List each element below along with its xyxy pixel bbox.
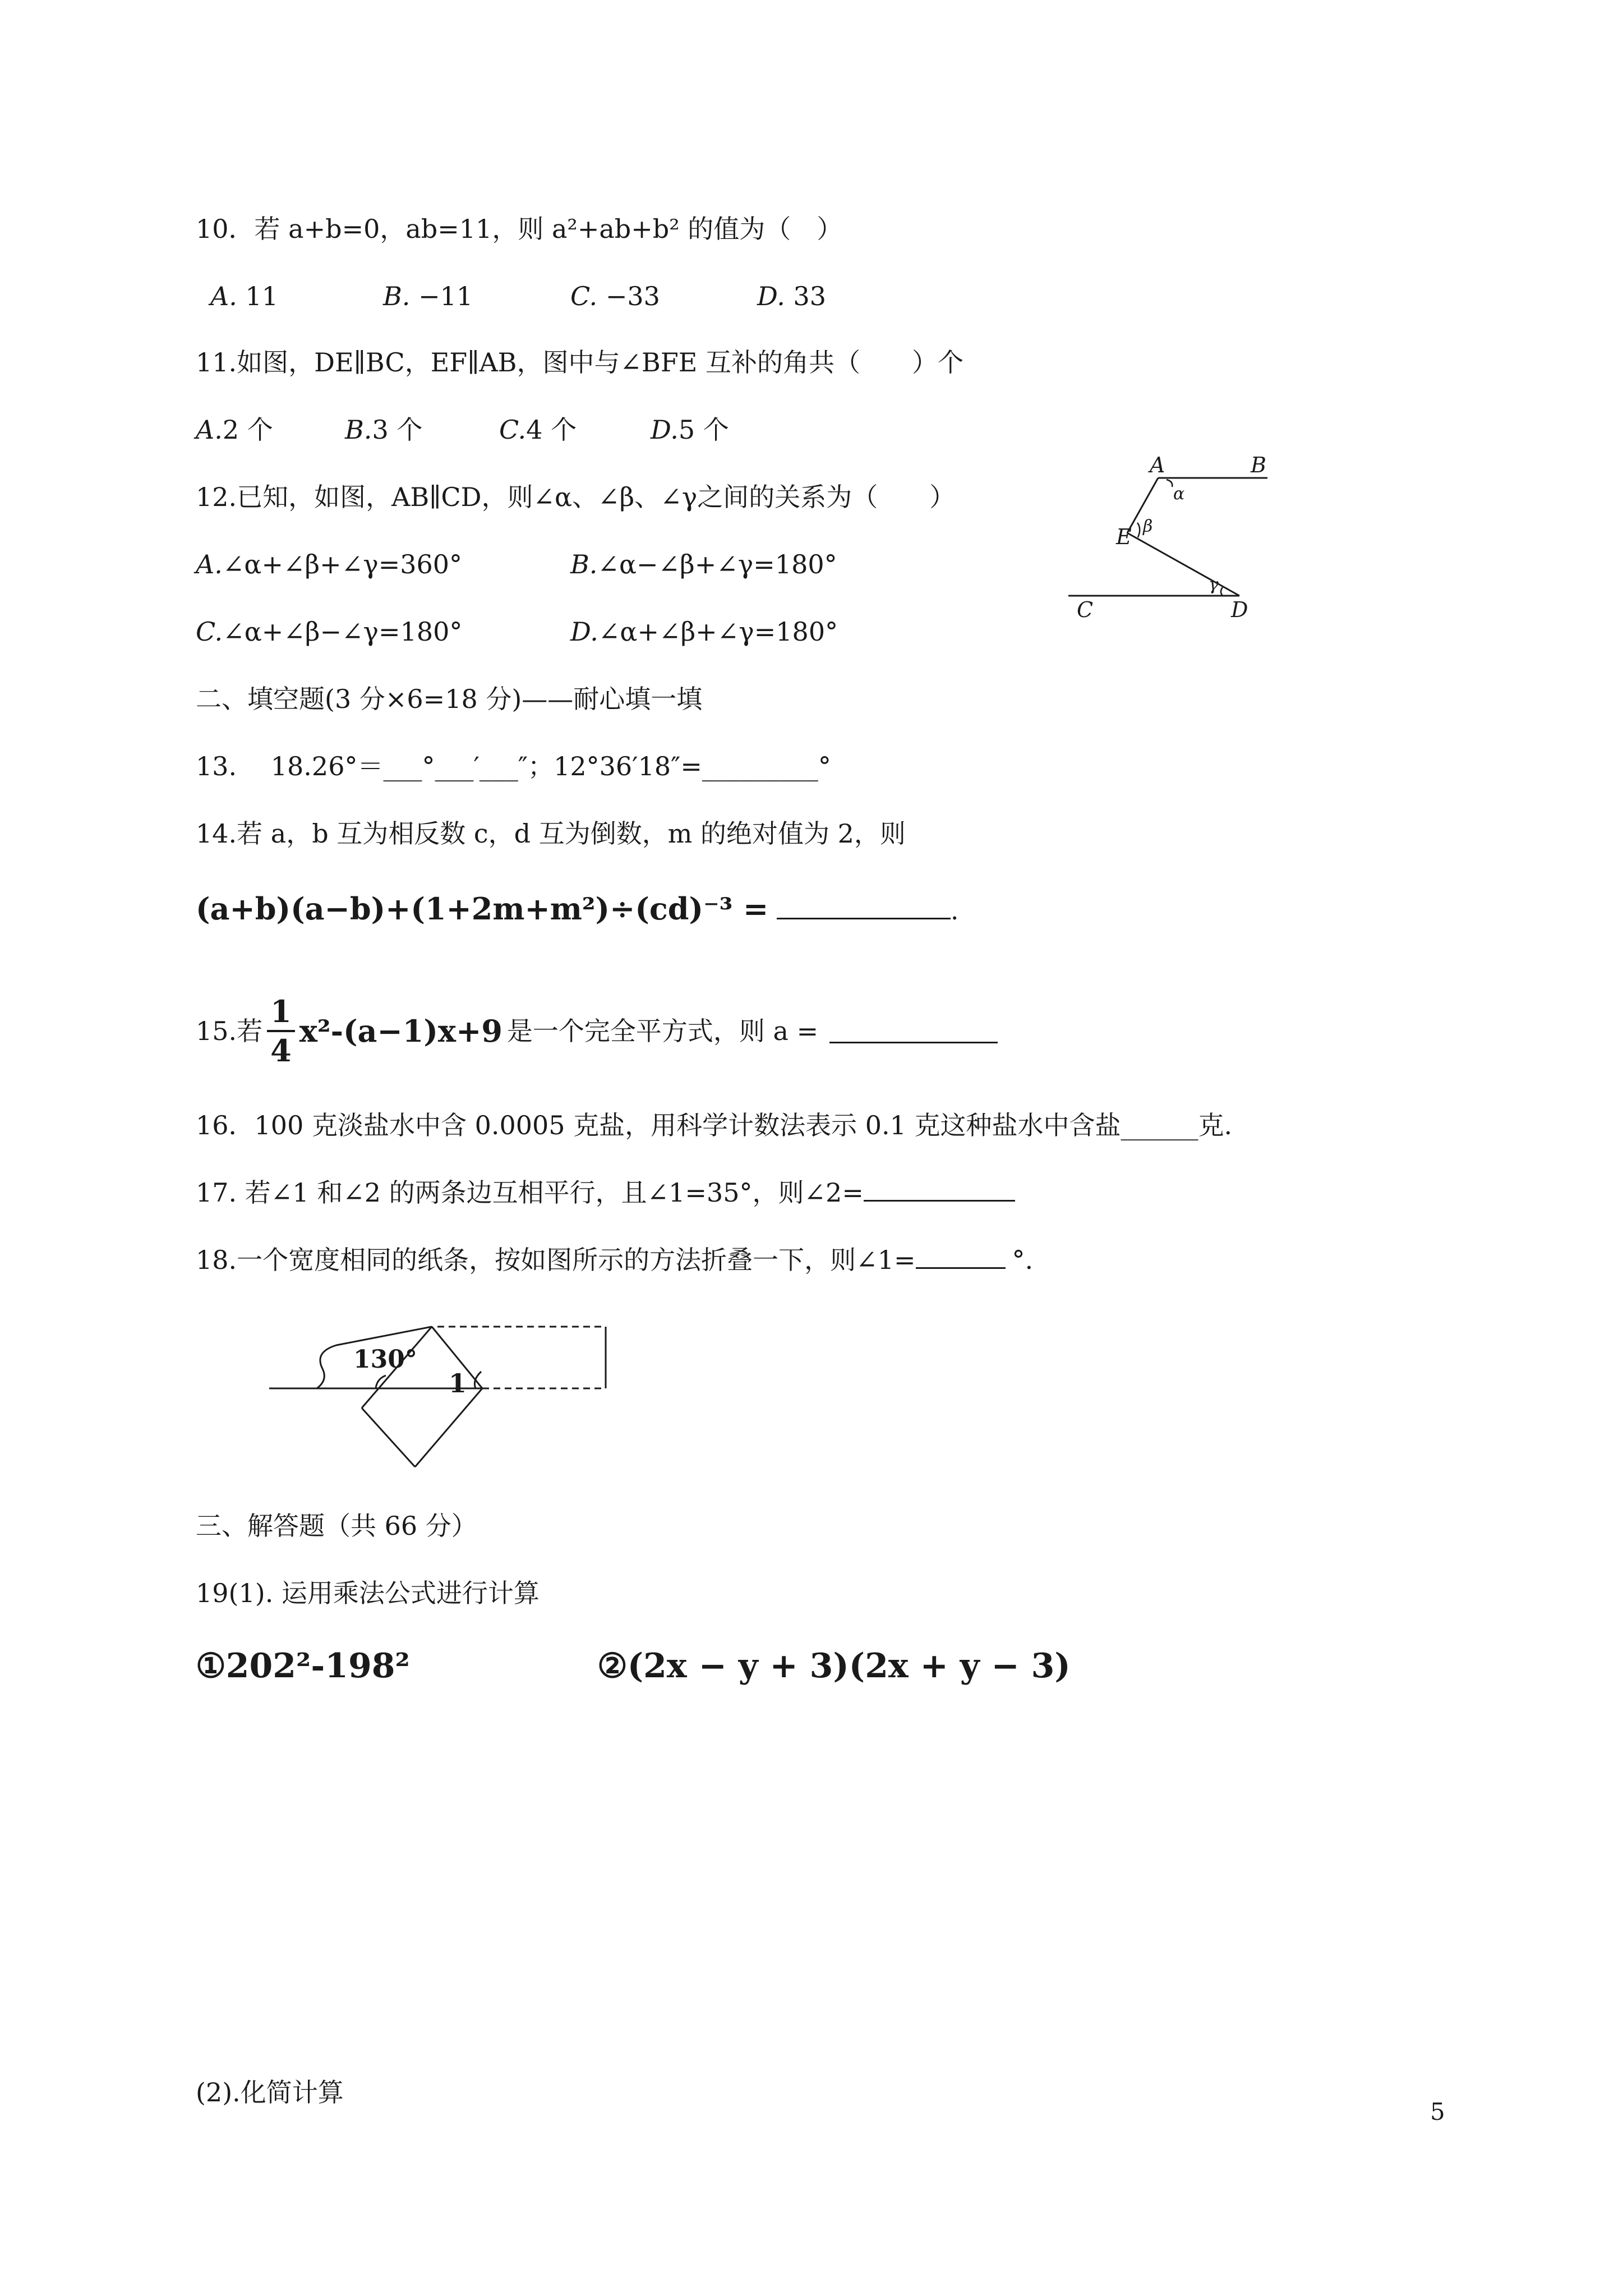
q17-line (196, 1176, 1015, 1209)
section3-heading: 三、解答题（共 66 分） (196, 1511, 477, 1541)
q15-line (196, 993, 998, 1069)
q19-expr1: ①202²-198² (196, 1646, 410, 1686)
q12-label-e: E (1116, 524, 1132, 549)
q10-option-a: A. 11 (210, 281, 279, 311)
q15-formula: x²-(a−1)x+9 (299, 1013, 502, 1049)
q12-option-b: B.∠α−∠β+∠γ=180° (570, 549, 837, 579)
q12-stem: 12.已知，如图，AB∥CD，则∠α、∠β、∠γ之间的关系为（ ） (196, 482, 956, 512)
q15-frac-num: 1 (267, 993, 295, 1032)
q19-part2-heading: (2).化简计算 (196, 2077, 344, 2108)
q14-answer-blank (777, 918, 951, 919)
q18-folded-strip-figure (264, 1307, 623, 1481)
q17-answer-blank (864, 1177, 1015, 1202)
q16-text: 16．100 克淡盐水中含 0.0005 克盐，用科学计数法表示 0.1 克这种盐水中含盐______克. (196, 1110, 1233, 1140)
q10-option-d: D. 33 (757, 281, 827, 311)
q19-part1-heading: 19(1). 运用乘法公式进行计算 (196, 1578, 540, 1608)
q17-text: 17. 若∠1 和∠2 的两条边互相平行，且∠1=35°，则∠2= (196, 1177, 864, 1208)
q12-label-a: A (1150, 453, 1165, 477)
q14-formula-line: (a+b)(a−b)+(1+2m+m²)÷(cd)⁻³ = . (196, 891, 959, 927)
q12-label-b: B (1251, 453, 1266, 477)
q10-stem: 10．若 a+b=0，ab=11，则 a²+ab+b² 的值为（ ） (196, 214, 843, 244)
q19-expr2: ②(2x − y + 3)(2x + y − 3) (597, 1646, 1071, 1686)
q12-parallel-lines-figure (1054, 449, 1290, 628)
q11-stem: 11.如图，DE∥BC，EF∥AB，图中与∠BFE 互补的角共（ ）个 (196, 347, 963, 378)
q12-label-d: D (1231, 597, 1248, 622)
q12-option-d: D.∠α+∠β+∠γ=180° (570, 616, 838, 647)
q15-prefix: 15.若 (196, 1016, 263, 1046)
q12-label-alpha: α (1173, 484, 1185, 504)
q12-label-beta: β (1143, 517, 1153, 536)
q11-option-d: D.5 个 (651, 415, 729, 445)
q12-label-c: C (1077, 597, 1094, 622)
q11-option-b: B.3 个 (345, 415, 423, 445)
q15-frac-den: 4 (270, 1033, 292, 1069)
q18-angle-130-label: 130° (353, 1345, 417, 1374)
q18-text: 18.一个宽度相同的纸条，按如图所示的方法折叠一下，则∠1= (196, 1245, 916, 1275)
section2-heading: 二、填空题(3 分×6=18 分)——耐心填一填 (196, 684, 703, 714)
q14-formula: (a+b)(a−b)+(1+2m+m²)÷(cd)⁻³ = (196, 891, 769, 927)
q15-suffix: 是一个完全平方式，则 a = (506, 1016, 819, 1046)
q10-option-b: B. −11 (383, 281, 473, 311)
page-number: 5 (1430, 2098, 1445, 2125)
q15-fraction (267, 993, 295, 1069)
q18-text-end: °. (1012, 1245, 1034, 1275)
q12-option-c: C.∠α+∠β−∠γ=180° (196, 616, 463, 647)
q13-text: 13. 18.26°＝___°___′___″；12°36′18″=_________° (196, 751, 831, 781)
q11-option-c: C.4 个 (499, 415, 577, 445)
q11-option-a: A.2 个 (196, 415, 273, 445)
q12-label-gamma: γ (1209, 575, 1219, 595)
q14-text: 14.若 a，b 互为相反数 c，d 互为倒数，m 的绝对值为 2，则 (196, 818, 906, 849)
q10-option-c: C. −33 (570, 281, 660, 311)
q15-answer-blank (829, 1019, 998, 1043)
q18-line (196, 1243, 1033, 1277)
q18-angle-1-label: 1 (449, 1368, 467, 1398)
q12-option-a: A.∠α+∠β+∠γ=360° (196, 549, 463, 579)
q18-answer-blank (916, 1245, 1006, 1269)
